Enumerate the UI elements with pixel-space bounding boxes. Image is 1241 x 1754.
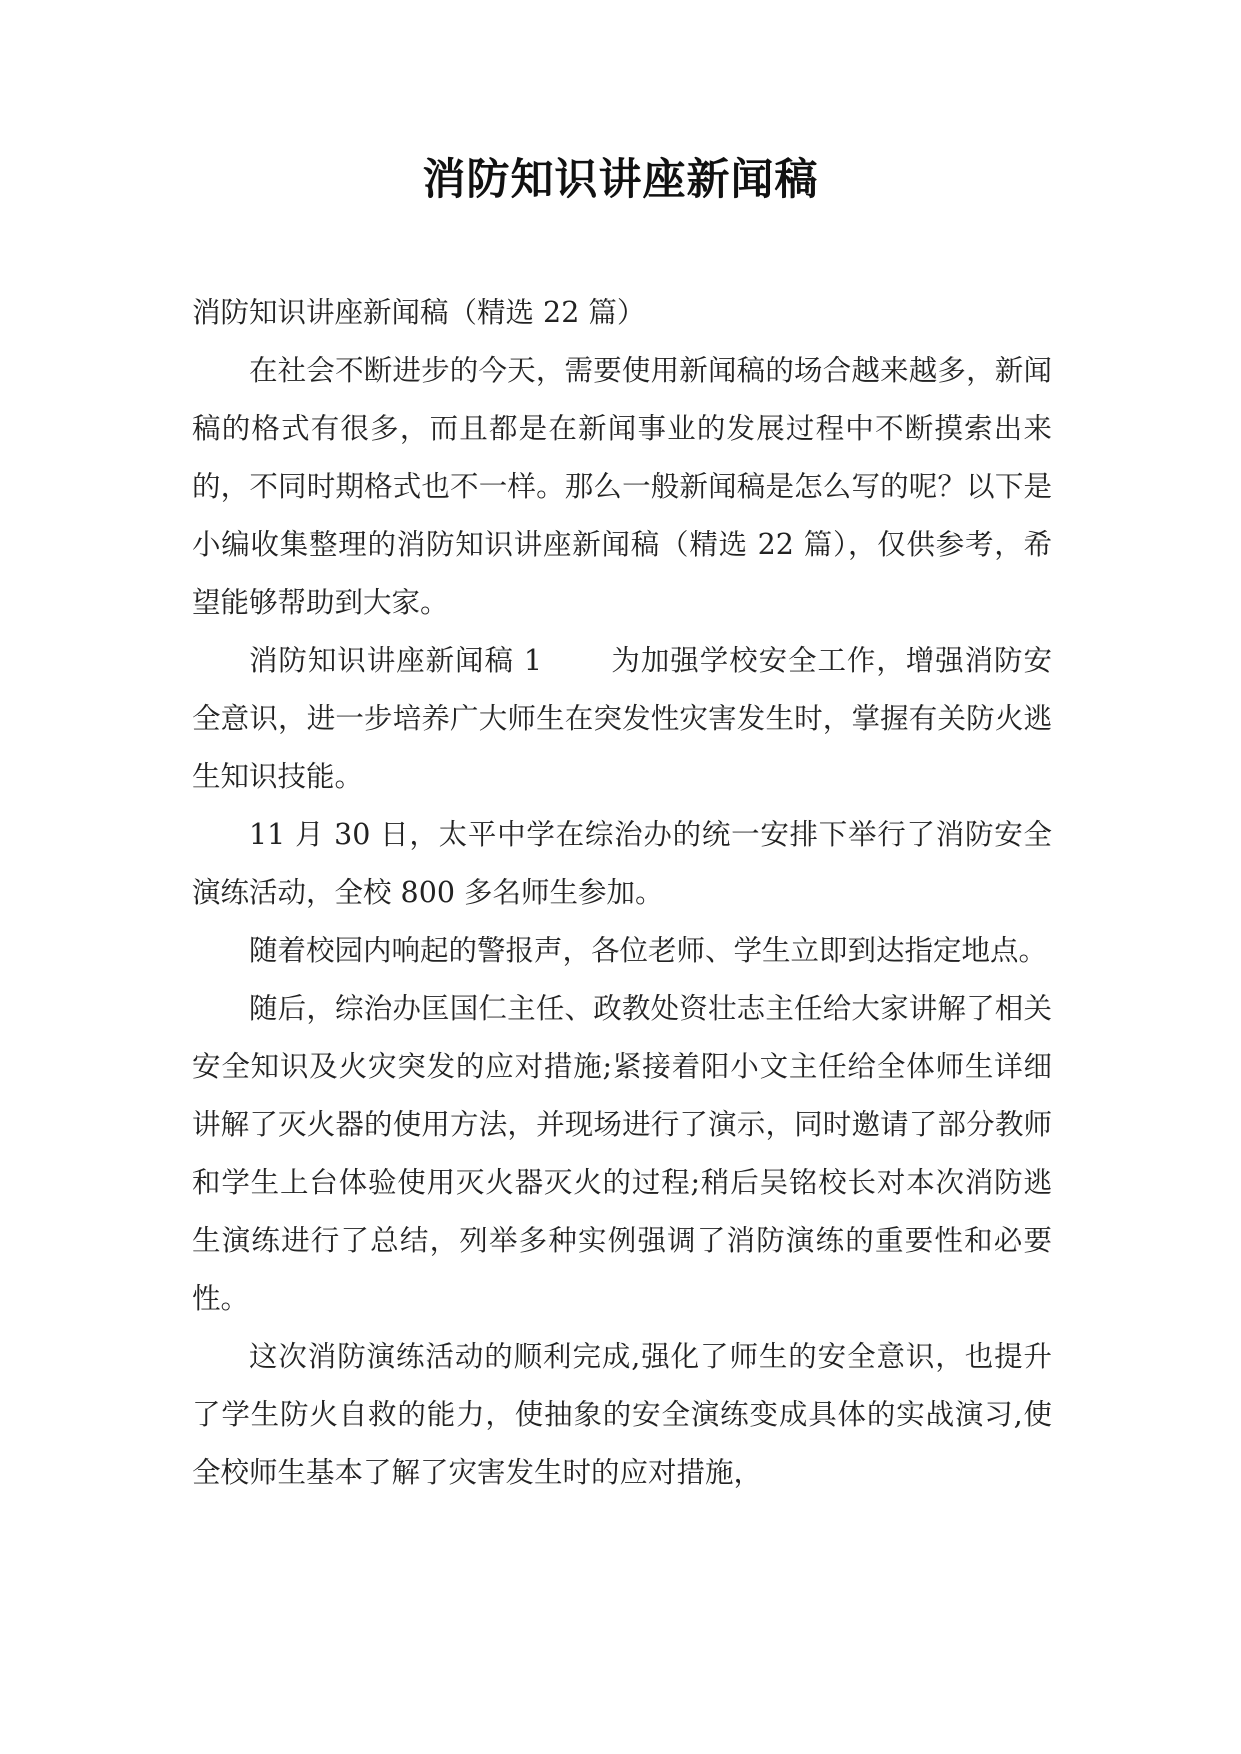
document-body (192, 284, 1052, 1502)
explanation-paragraph: 随后，综治办匡国仁主任、政教处资壮志主任给大家讲解了相关安全知识及火灾突发的应对措施;紧接着阳小文主任给全体师生详细讲解了灭火器的使用方法，并现场进行了演示，同时邀请了部分教师和学生上台体验使用灭火器灭火的过程;稍后吴铭校长对本次消防逃生演练进行了总结，列举多种实例强调了消防演练的重要性和必要性。 (192, 992, 1052, 1315)
alarm-paragraph: 随着校园内响起的警报声，各位老师、学生立即到达指定地点。 (249, 934, 1048, 967)
document-subtitle: 消防知识讲座新闻稿（精选 22 篇） (192, 296, 646, 329)
conclusion-paragraph: 这次消防演练活动的顺利完成,强化了师生的安全意识，也提升了学生防火自救的能力，使抽象的安全演练变成具体的实战演习,使全校师生基本了解了灾害发生时的应对措施， (192, 1340, 1052, 1489)
article-1-paragraph (192, 632, 1052, 806)
article-1-heading: 消防知识讲座新闻稿 1 (249, 644, 543, 677)
article-1-lead: 为加强学校安全工作，增强消防安全意识，进一步培养广大师生在突发性灾害发生时，掌握有关防火逃生知识技能。 (192, 644, 1052, 793)
intro-paragraph: 在社会不断进步的今天，需要使用新闻稿的场合越来越多，新闻稿的格式有很多，而且都是在新闻事业的发展过程中不断摸索出来的，不同时期格式也不一样。那么一般新闻稿是怎么写的呢？以下是小编收集整理的消防知识讲座新闻稿（精选 22 篇），仅供参考，希望能够帮助到大家。 (192, 354, 1052, 619)
drill-date-paragraph: 11 月 30 日，太平中学在综治办的统一安排下举行了消防安全演练活动，全校 800 多名师生参加。 (192, 818, 1052, 909)
document-title: 消防知识讲座新闻稿 (422, 155, 819, 205)
